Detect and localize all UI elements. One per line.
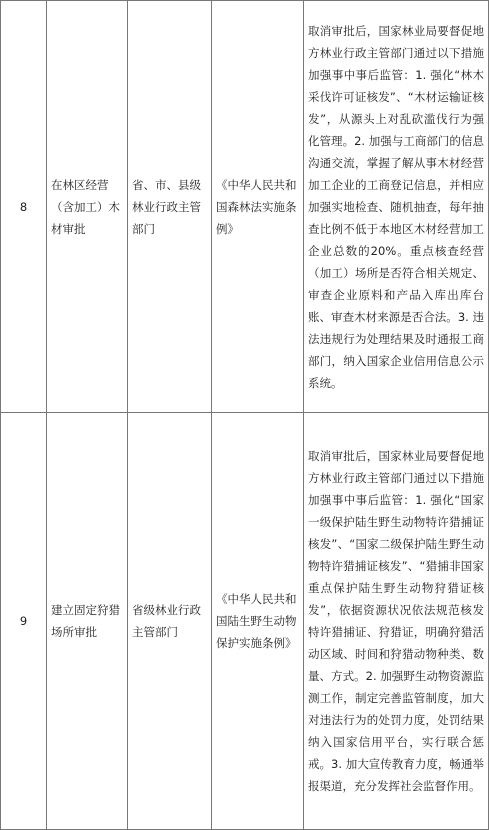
implementing-authority: 省、市、县级林业行政主管部门: [128, 1, 212, 413]
legal-basis: 《中华人民共和国陆生野生动物保护实施条例》: [212, 413, 304, 830]
supervision-measures: 取消审批后，国家林业局要督促地方林业行政主管部门通过以下措施加强事中事后监管：1. 强化“国家一级保护陆生野生动物特许猎捕证核发”、“国家二级保护陆生野生动物特许猎捕证核发”、“猎捕非国家重点保护陆生野生动物狩猎证核发”，依据资源状况依法规范核发特许猎捕证、狩猎证，明确狩猎活动区域、时间和狩猎动物种类、数量、方式。2. 加强野生动物资源监测工作，制定完善监管制度，加大对违法行为的处罚力度，处罚结果纳入国家信用平台，实行联合惩戒。3. 加大宣传教育力度，畅通举报渠道，充分发挥社会监督作用。: [304, 413, 489, 830]
table-row: [1, 413, 489, 830]
implementing-authority: 省级林业行政主管部门: [128, 413, 212, 830]
item-name: 建立固定狩猎场所审批: [47, 413, 128, 830]
legal-basis: 《中华人民共和国森林法实施条例》: [212, 1, 304, 413]
row-number: 8: [1, 1, 47, 413]
table-row: [1, 1, 489, 413]
row-number: 9: [1, 413, 47, 830]
supervision-measures: 取消审批后，国家林业局要督促地方林业行政主管部门通过以下措施加强事中事后监管：1. 强化“林木采伐许可证核发”、“木材运输证核发”，从源头上对乱砍滥伐行为强化管理。2. 加强与工商部门的信息沟通交流，掌握了解从事木材经营加工企业的工商登记信息，并相应加强实地检查、随机抽查，每年抽查比例不低于本地区木材经营加工企业总数的20%。重点核查经营（加工）场所是否符合相关规定、审查企业原料和产品入库出库台账、审查木材来源是否合法。3. 违法违规行为处理结果及时通报工商部门，纳入国家企业信用信息公示系统。: [304, 1, 489, 413]
item-name: 在林区经营（含加工）木材审批: [47, 1, 128, 413]
